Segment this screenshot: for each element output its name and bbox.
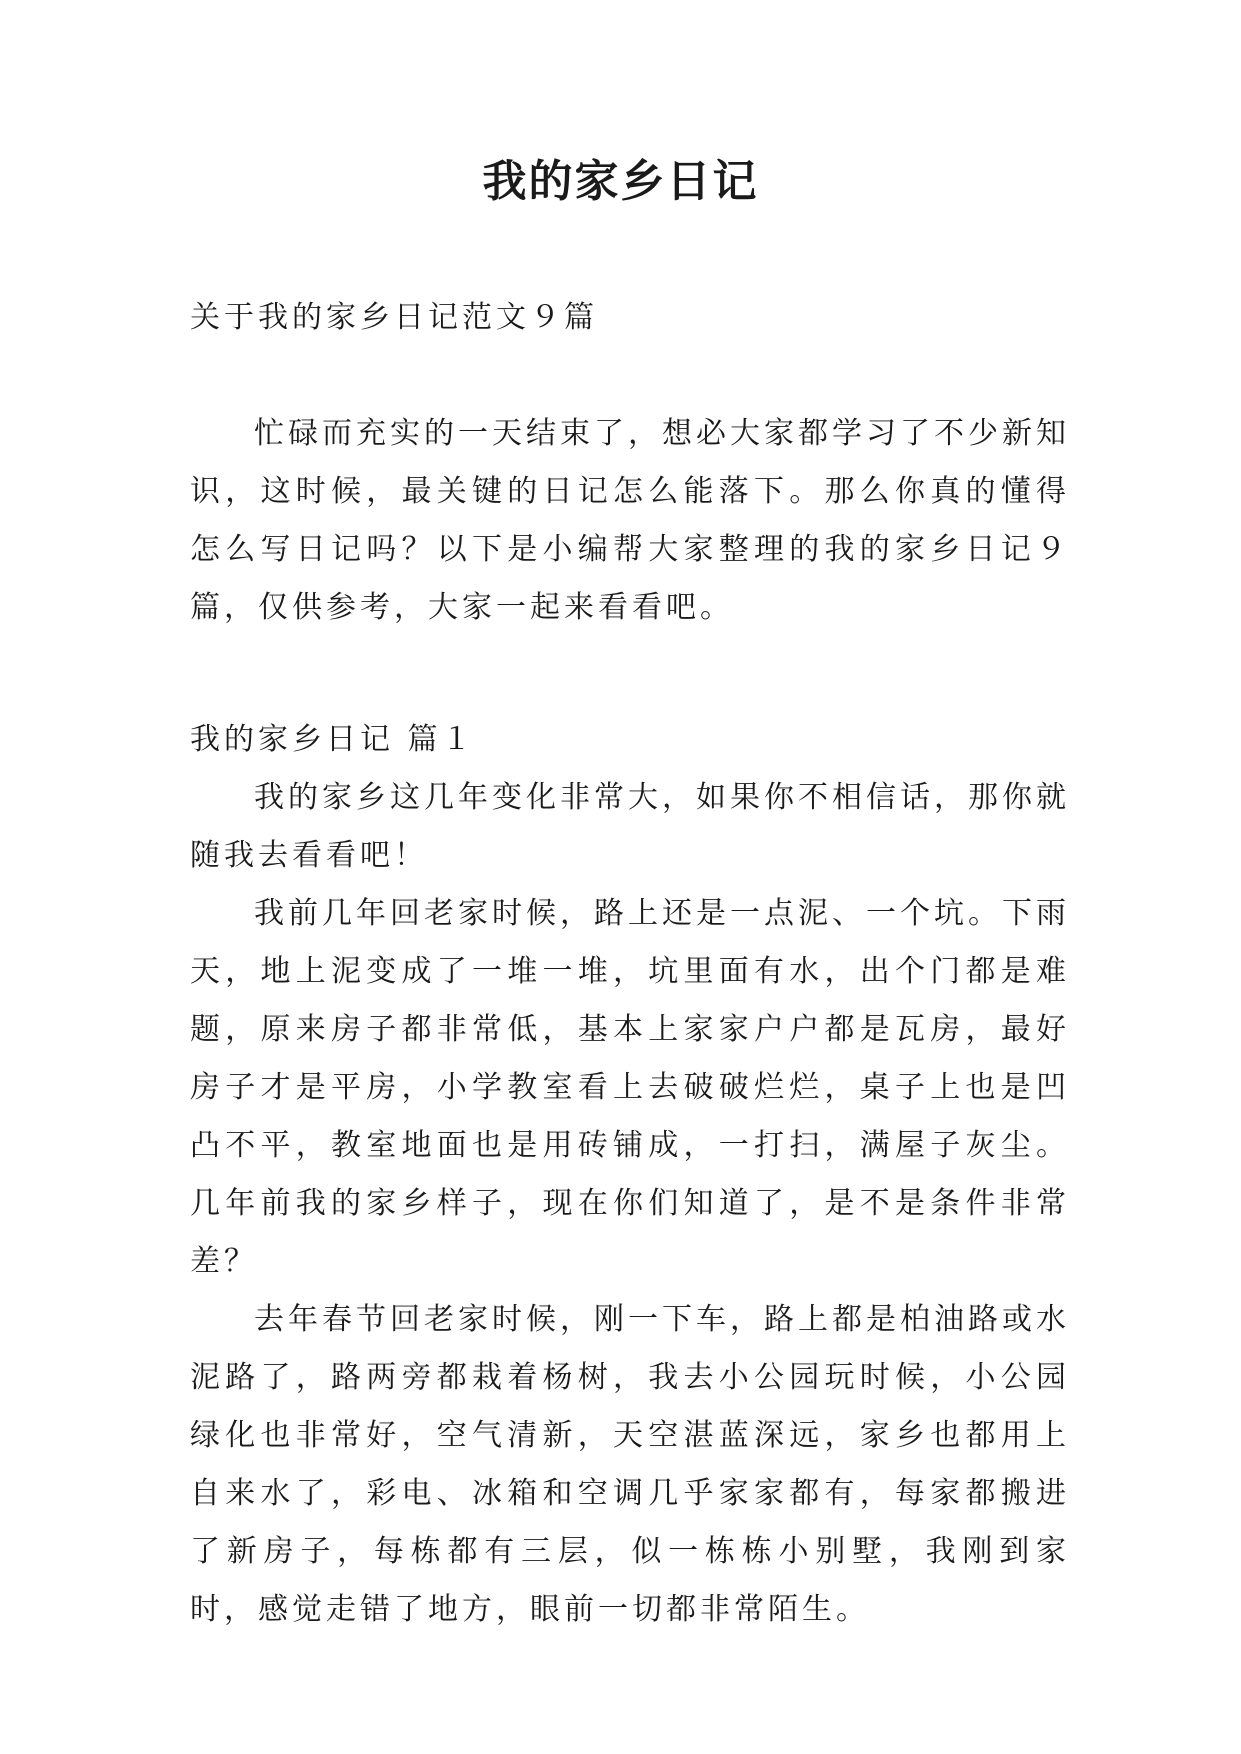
document-body (190, 405, 1070, 1639)
document-subtitle: 关于我的家乡日记范文９篇 (190, 300, 598, 335)
section-1 (190, 711, 1070, 1639)
section-paragraph-2: 我前几年回老家时候，路上还是一点泥、一个坑。下雨天，地上泥变成了一堆一堆，坑里面有水，出个门都是难题，原来房子都非常低，基本上家家户户都是瓦房，最好房子才是平房，小学教室看上去破破烂烂，桌子上也是凹凸不平，教室地面也是用砖铺成，一打扫，满屋子灰尘。几年前我的家乡样子，现在你们知道了，是不是条件非常差？ (190, 896, 1070, 1279)
intro-paragraph: 忙碌而充实的一天结束了，想必大家都学习了不少新知识，这时候，最关键的日记怎么能落下。那么你真的懂得怎么写日记吗？以下是小编帮大家整理的我的家乡日记９篇，仅供参考，大家一起来看看吧。 (190, 416, 1070, 625)
document-title: 我的家乡日记 (482, 156, 759, 207)
section-heading: 我的家乡日记 篇１ (190, 722, 476, 757)
section-paragraph-3: 去年春节回老家时候，刚一下车，路上都是柏油路或水泥路了，路两旁都栽着杨树，我去小公园玩时候，小公园绿化也非常好，空气清新，天空湛蓝深远，家乡也都用上自来水了，彩电、冰箱和空调几乎家家都有，每家都搬进了新房子，每栋都有三层，似一栋栋小别墅，我刚到家时，感觉走错了地方，眼前一切都非常陌生。 (190, 1302, 1070, 1627)
intro-spacer (190, 637, 1070, 711)
section-paragraph-1: 我的家乡这几年变化非常大，如果你不相信话，那你就随我去看看吧！ (190, 780, 1070, 873)
